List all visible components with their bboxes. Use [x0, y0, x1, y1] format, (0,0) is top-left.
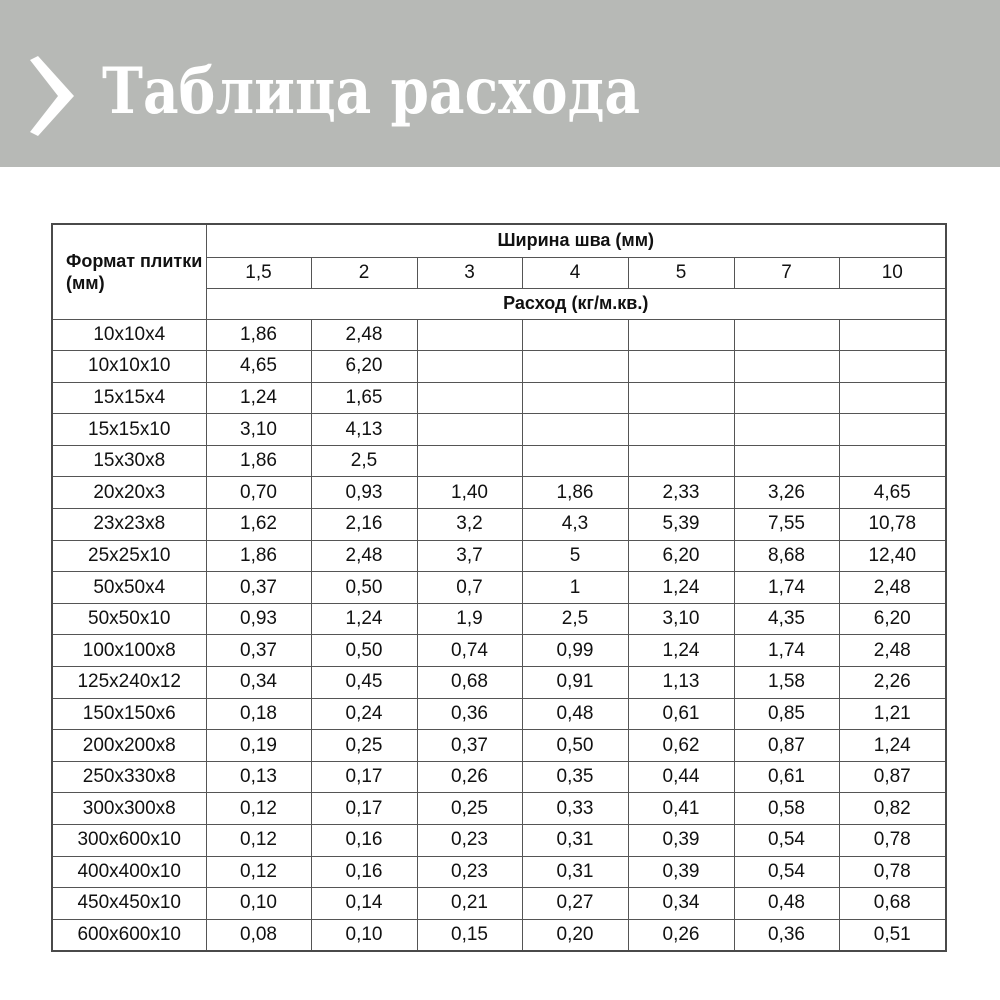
consumption-value-cell: 1,86 [206, 319, 311, 351]
joint-width-header: Ширина шва (мм) [206, 224, 946, 257]
tile-format-cell: 600x600x10 [52, 919, 206, 951]
table-row [52, 698, 946, 730]
consumption-value-cell: 0,34 [628, 888, 734, 920]
consumption-value-cell: 4,3 [522, 509, 628, 541]
consumption-value-cell: 0,87 [839, 761, 946, 793]
tile-format-cell: 23x23x8 [52, 509, 206, 541]
consumption-value-cell: 1,24 [311, 603, 417, 635]
consumption-value-cell: 1,24 [628, 635, 734, 667]
consumption-value-cell: 3,7 [417, 540, 522, 572]
consumption-value-cell [734, 319, 839, 351]
consumption-value-cell: 5,39 [628, 509, 734, 541]
table-row [52, 856, 946, 888]
tile-format-cell: 300x300x8 [52, 793, 206, 825]
consumption-value-cell: 0,23 [417, 856, 522, 888]
consumption-value-cell: 10,78 [839, 509, 946, 541]
consumption-value-cell: 6,20 [839, 603, 946, 635]
joint-width-column-header: 10 [839, 257, 946, 288]
consumption-value-cell: 6,20 [628, 540, 734, 572]
consumption-value-cell: 0,41 [628, 793, 734, 825]
consumption-value-cell: 3,10 [206, 414, 311, 446]
table-row [52, 667, 946, 699]
tile-format-cell: 450x450x10 [52, 888, 206, 920]
consumption-value-cell: 4,13 [311, 414, 417, 446]
consumption-value-cell: 1,74 [734, 572, 839, 604]
consumption-value-cell: 0,50 [311, 635, 417, 667]
consumption-value-cell: 0,39 [628, 856, 734, 888]
consumption-value-cell: 1 [522, 572, 628, 604]
consumption-value-cell: 7,55 [734, 509, 839, 541]
tile-format-cell: 50x50x4 [52, 572, 206, 604]
consumption-value-cell: 0,33 [522, 793, 628, 825]
tile-format-cell: 10x10x10 [52, 351, 206, 383]
consumption-value-cell: 0,93 [311, 477, 417, 509]
consumption-value-cell: 0,18 [206, 698, 311, 730]
consumption-value-cell [522, 351, 628, 383]
consumption-value-cell [628, 382, 734, 414]
consumption-value-cell: 1,62 [206, 509, 311, 541]
consumption-value-cell: 2,5 [522, 603, 628, 635]
consumption-value-cell: 0,19 [206, 730, 311, 762]
consumption-value-cell: 3,2 [417, 509, 522, 541]
consumption-value-cell: 1,86 [206, 540, 311, 572]
consumption-value-cell: 6,20 [311, 351, 417, 383]
consumption-value-cell: 0,13 [206, 761, 311, 793]
table-row [52, 635, 946, 667]
consumption-value-cell: 0,50 [311, 572, 417, 604]
consumption-value-cell: 0,44 [628, 761, 734, 793]
page-title: Таблица расхода [102, 54, 640, 129]
consumption-value-cell: 2,48 [839, 635, 946, 667]
consumption-value-cell: 0,39 [628, 825, 734, 857]
table-row [52, 919, 946, 951]
consumption-value-cell [628, 319, 734, 351]
table-row [52, 477, 946, 509]
consumption-value-cell: 0,10 [311, 919, 417, 951]
table-row [52, 761, 946, 793]
consumption-value-cell: 1,24 [628, 572, 734, 604]
consumption-value-cell: 0,27 [522, 888, 628, 920]
consumption-value-cell: 0,12 [206, 825, 311, 857]
consumption-value-cell: 12,40 [839, 540, 946, 572]
consumption-value-cell [522, 414, 628, 446]
consumption-value-cell: 0,12 [206, 856, 311, 888]
consumption-value-cell [628, 445, 734, 477]
consumption-table [51, 223, 947, 952]
tile-format-cell: 150x150x6 [52, 698, 206, 730]
consumption-value-cell: 0,87 [734, 730, 839, 762]
consumption-value-cell: 0,78 [839, 856, 946, 888]
consumption-value-cell: 0,23 [417, 825, 522, 857]
consumption-value-cell: 0,20 [522, 919, 628, 951]
consumption-value-cell: 1,74 [734, 635, 839, 667]
consumption-value-cell [734, 414, 839, 446]
consumption-value-cell: 3,26 [734, 477, 839, 509]
consumption-value-cell: 0,17 [311, 761, 417, 793]
consumption-value-cell: 1,40 [417, 477, 522, 509]
consumption-value-cell: 0,50 [522, 730, 628, 762]
consumption-value-cell: 0,31 [522, 825, 628, 857]
consumption-value-cell [417, 445, 522, 477]
consumption-value-cell: 1,24 [206, 382, 311, 414]
consumption-value-cell: 0,34 [206, 667, 311, 699]
consumption-value-cell: 2,33 [628, 477, 734, 509]
consumption-value-cell: 1,24 [839, 730, 946, 762]
consumption-value-cell [417, 382, 522, 414]
consumption-value-cell: 0,91 [522, 667, 628, 699]
joint-width-column-header: 3 [417, 257, 522, 288]
consumption-value-cell: 0,37 [206, 572, 311, 604]
consumption-value-cell: 2,48 [839, 572, 946, 604]
consumption-value-cell: 0,70 [206, 477, 311, 509]
joint-width-column-header: 7 [734, 257, 839, 288]
consumption-value-cell: 0,16 [311, 856, 417, 888]
consumption-value-cell: 1,13 [628, 667, 734, 699]
consumption-value-cell: 0,68 [839, 888, 946, 920]
joint-width-column-header: 5 [628, 257, 734, 288]
consumption-value-cell: 0,26 [417, 761, 522, 793]
consumption-value-cell: 0,54 [734, 856, 839, 888]
consumption-value-cell [522, 319, 628, 351]
tile-format-cell: 125x240x12 [52, 667, 206, 699]
consumption-value-cell [734, 445, 839, 477]
consumption-value-cell: 0,24 [311, 698, 417, 730]
table-row [52, 351, 946, 383]
chevron-right-icon [30, 56, 74, 136]
consumption-value-cell: 0,17 [311, 793, 417, 825]
table-row [52, 572, 946, 604]
joint-width-column-header: 4 [522, 257, 628, 288]
consumption-value-cell: 2,16 [311, 509, 417, 541]
tile-format-cell: 25x25x10 [52, 540, 206, 572]
consumption-value-cell [417, 414, 522, 446]
tile-format-cell: 10x10x4 [52, 319, 206, 351]
consumption-value-cell: 0,82 [839, 793, 946, 825]
consumption-value-cell: 0,12 [206, 793, 311, 825]
consumption-value-cell: 0,93 [206, 603, 311, 635]
title-banner [0, 0, 1000, 167]
consumption-value-cell: 5 [522, 540, 628, 572]
joint-width-column-header: 1,5 [206, 257, 311, 288]
joint-width-column-header: 2 [311, 257, 417, 288]
consumption-value-cell: 1,58 [734, 667, 839, 699]
consumption-value-cell: 0,51 [839, 919, 946, 951]
tile-format-cell: 300x600x10 [52, 825, 206, 857]
consumption-value-cell: 0,7 [417, 572, 522, 604]
consumption-value-cell: 3,10 [628, 603, 734, 635]
consumption-value-cell [734, 382, 839, 414]
consumption-value-cell: 0,37 [417, 730, 522, 762]
consumption-value-cell: 0,26 [628, 919, 734, 951]
tile-format-cell: 100x100x8 [52, 635, 206, 667]
table-row [52, 382, 946, 414]
consumption-value-cell: 0,25 [417, 793, 522, 825]
consumption-value-cell: 0,25 [311, 730, 417, 762]
consumption-value-cell [628, 414, 734, 446]
consumption-value-cell: 2,48 [311, 319, 417, 351]
consumption-value-cell: 2,5 [311, 445, 417, 477]
consumption-value-cell: 0,78 [839, 825, 946, 857]
consumption-value-cell [734, 351, 839, 383]
consumption-value-cell: 0,68 [417, 667, 522, 699]
consumption-value-cell: 4,65 [206, 351, 311, 383]
consumption-value-cell: 0,21 [417, 888, 522, 920]
consumption-value-cell: 0,54 [734, 825, 839, 857]
consumption-value-cell: 0,35 [522, 761, 628, 793]
consumption-value-cell: 0,61 [734, 761, 839, 793]
table-row [52, 445, 946, 477]
consumption-value-cell [522, 382, 628, 414]
consumption-value-cell: 0,48 [734, 888, 839, 920]
consumption-value-cell: 0,37 [206, 635, 311, 667]
tile-format-cell: 20x20x3 [52, 477, 206, 509]
tile-format-cell: 400x400x10 [52, 856, 206, 888]
tile-format-cell: 250x330x8 [52, 761, 206, 793]
consumption-value-cell: 0,45 [311, 667, 417, 699]
consumption-value-cell: 1,86 [206, 445, 311, 477]
consumption-value-cell: 1,21 [839, 698, 946, 730]
consumption-unit-header: Расход (кг/м.кв.) [206, 288, 946, 319]
consumption-value-cell [628, 351, 734, 383]
consumption-value-cell: 8,68 [734, 540, 839, 572]
consumption-value-cell [839, 351, 946, 383]
tile-format-cell: 15x15x10 [52, 414, 206, 446]
consumption-value-cell: 4,65 [839, 477, 946, 509]
consumption-value-cell: 1,9 [417, 603, 522, 635]
table-row [52, 319, 946, 351]
consumption-value-cell: 1,65 [311, 382, 417, 414]
consumption-value-cell [839, 319, 946, 351]
consumption-value-cell: 0,58 [734, 793, 839, 825]
consumption-value-cell [417, 351, 522, 383]
tile-format-cell: 15x30x8 [52, 445, 206, 477]
table-row [52, 603, 946, 635]
consumption-value-cell: 0,14 [311, 888, 417, 920]
table-body [52, 319, 946, 951]
table-row [52, 509, 946, 541]
consumption-value-cell: 0,74 [417, 635, 522, 667]
consumption-value-cell: 0,15 [417, 919, 522, 951]
consumption-value-cell: 0,48 [522, 698, 628, 730]
table-row [52, 888, 946, 920]
consumption-value-cell [839, 445, 946, 477]
table-row [52, 414, 946, 446]
consumption-value-cell: 0,61 [628, 698, 734, 730]
consumption-value-cell: 1,86 [522, 477, 628, 509]
tile-format-header: Формат плитки (мм) [52, 224, 206, 319]
consumption-value-cell: 0,62 [628, 730, 734, 762]
consumption-value-cell [839, 382, 946, 414]
consumption-value-cell: 0,36 [417, 698, 522, 730]
consumption-value-cell [522, 445, 628, 477]
consumption-value-cell: 0,16 [311, 825, 417, 857]
consumption-value-cell: 0,36 [734, 919, 839, 951]
consumption-value-cell: 0,99 [522, 635, 628, 667]
consumption-value-cell: 0,10 [206, 888, 311, 920]
consumption-value-cell: 0,85 [734, 698, 839, 730]
consumption-value-cell: 2,48 [311, 540, 417, 572]
consumption-value-cell: 0,31 [522, 856, 628, 888]
consumption-value-cell [417, 319, 522, 351]
consumption-value-cell: 0,08 [206, 919, 311, 951]
consumption-value-cell: 4,35 [734, 603, 839, 635]
tile-format-cell: 15x15x4 [52, 382, 206, 414]
tile-format-cell: 50x50x10 [52, 603, 206, 635]
table-row [52, 540, 946, 572]
consumption-value-cell: 2,26 [839, 667, 946, 699]
table-row [52, 730, 946, 762]
table-row [52, 793, 946, 825]
consumption-value-cell [839, 414, 946, 446]
table-row [52, 825, 946, 857]
tile-format-cell: 200x200x8 [52, 730, 206, 762]
